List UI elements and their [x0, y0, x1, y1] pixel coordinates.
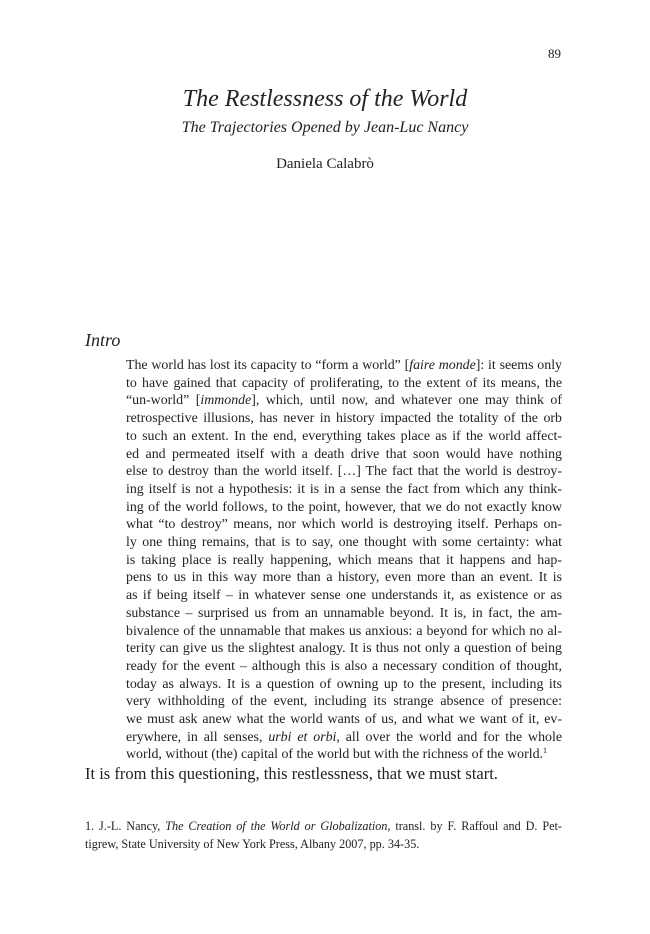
quote-line — [126, 516, 562, 534]
quote-line — [126, 569, 562, 587]
text-run: else to destroy than the world itself. […] The fact that the world is destroy- — [126, 464, 562, 480]
quote-line — [126, 552, 562, 570]
text-run: , all over the world and for the whole — [336, 729, 563, 745]
text-run: 1. J.-L. Nancy, — [85, 819, 166, 833]
text-run: we must ask anew what the world wants of us, and what we want of it, ev- — [126, 712, 562, 728]
text-run: is taking place is really happening, which means that it happens and hap- — [126, 552, 562, 568]
text-run: terity can give us the slightest analogy. It is thus not only a question of being — [126, 641, 562, 657]
conclusion-paragraph: It is from this questioning, this restlessness, that we must start. — [85, 764, 498, 783]
text-run: very withholding of the event, including its strange absence of presence: — [126, 694, 562, 710]
author-name: Daniela Calabrò — [276, 156, 374, 172]
quote-line — [126, 446, 562, 464]
quote-line — [126, 428, 562, 446]
quote-line — [126, 676, 562, 694]
quote-line — [126, 375, 562, 393]
block-quote — [126, 357, 562, 764]
text-run: retrospective illusions, has never in history impacted the totality of the orb — [126, 411, 562, 427]
text-run: world, without (the) capital of the world but with the richness of the world. — [126, 747, 544, 763]
text-run: pens to us in this way more than a history, even more than an event. It is — [126, 570, 562, 586]
article-subtitle: The Trajectories Opened by Jean-Luc Nancy — [181, 119, 469, 136]
text-run: ly one thing remains, that is to say, one thought with some certainty: what — [126, 535, 562, 551]
text-run: ing itself is not a hypothesis: it is in a sense the fact from which any think- — [126, 481, 562, 497]
quote-line — [126, 587, 562, 605]
italic-text: faire monde — [409, 358, 476, 373]
quote-line — [126, 605, 562, 623]
text-run: “un-world” [ — [126, 393, 201, 409]
text-run: what “to destroy” means, nor which world is destroying itself. Perhaps on- — [126, 517, 562, 533]
text-run: ]: it seems only — [475, 358, 562, 373]
quote-line — [126, 392, 562, 410]
text-run: today as always. It is a question of owning up to the present, including its — [126, 676, 562, 692]
italic-text: urbi et orbi — [268, 729, 337, 745]
quote-line — [126, 746, 562, 764]
quote-line — [126, 481, 562, 499]
text-run: erywhere, in all senses, — [126, 729, 269, 745]
section-heading: Intro — [85, 330, 121, 350]
footnote — [85, 818, 562, 853]
text-run: substance – surprised us from an unnamable beyond. It is, in fact, the am- — [126, 605, 562, 621]
quote-line — [126, 623, 562, 641]
text-run: ed and permeated itself with a death drive that soon would have nothing — [126, 446, 562, 462]
text-run: to such an extent. In the end, everything takes place as if the world affect- — [126, 428, 562, 444]
quote-line — [126, 534, 562, 552]
footnote-line — [85, 818, 562, 836]
page-number: 89 — [548, 46, 561, 61]
text-run: bivalence of the unnamable that makes us anxious: a beyond for which no al- — [126, 623, 562, 639]
text-run: ready for the event – although this is also a necessary condition of thought, — [126, 658, 562, 674]
quote-line — [126, 658, 562, 676]
quote-line — [126, 357, 562, 375]
footnote-marker: 1 — [543, 746, 548, 756]
quote-line — [126, 711, 562, 729]
italic-text: immonde — [200, 393, 252, 409]
text-run: The world has lost its capacity to “form a world” [ — [126, 358, 410, 373]
article-title: The Restlessness of the World — [182, 86, 468, 112]
quote-line — [126, 640, 562, 658]
text-run: as if being itself – in whatever sense one understands it, as existence or as — [126, 588, 562, 604]
text-run: ], which, until now, and whatever one may think of — [251, 393, 562, 409]
text-run: tigrew, State University of New York Press, Albany 2007, pp. 34-35. — [85, 836, 420, 851]
quote-line — [126, 693, 562, 711]
quote-line — [126, 410, 562, 428]
footnote-line — [85, 836, 562, 854]
quote-line — [126, 499, 562, 517]
quote-line — [126, 463, 562, 481]
text-run: ing of the world follows, to the point, however, that we do not exactly know — [126, 499, 562, 515]
quote-line — [126, 729, 562, 747]
text-run: , transl. by F. Raffoul and D. Pet- — [387, 819, 562, 833]
text-run: to have gained that capacity of proliferating, to the extent of its means, the — [126, 375, 562, 391]
italic-text: The Creation of the World or Globalization — [165, 819, 388, 833]
